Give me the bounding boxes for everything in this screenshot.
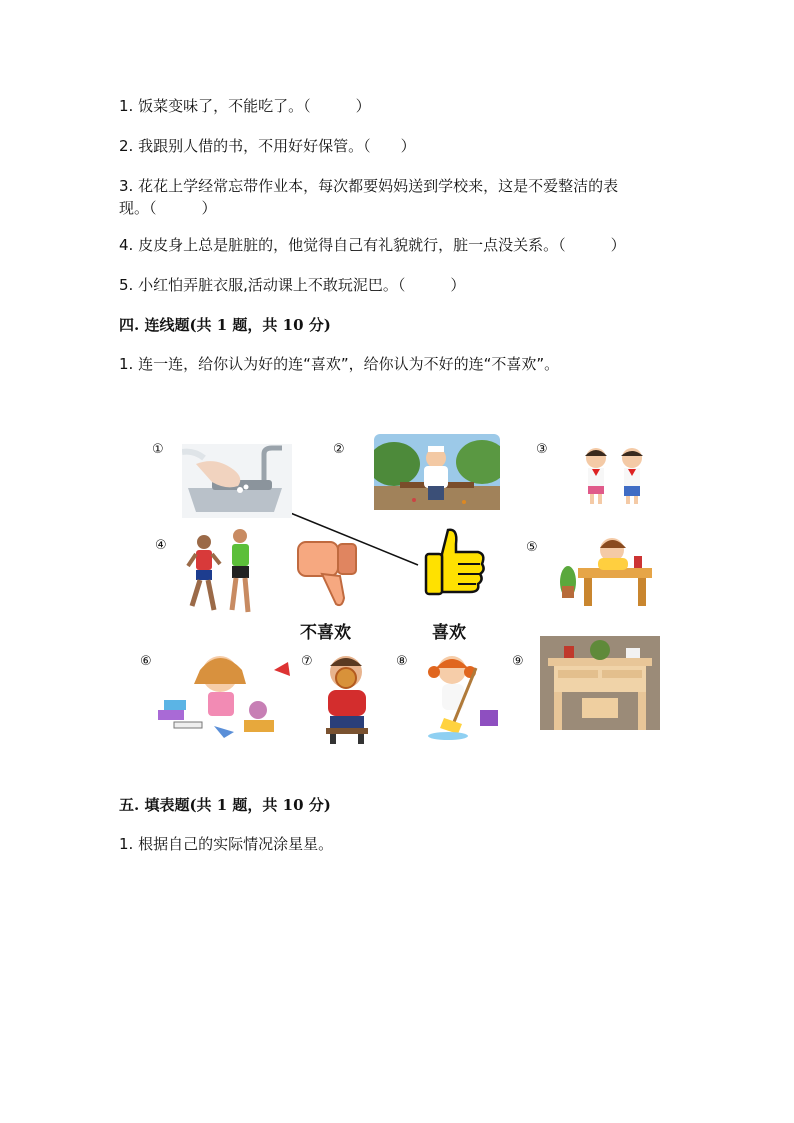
item-number-3: ③ [536,442,548,457]
item-number-9: ⑨ [512,654,524,669]
section-4-question: 1. 连一连，给你认为好的连“喜欢”，给你认为不好的连“不喜欢”。 [119,355,560,373]
item-number-1: ① [152,442,164,457]
park-bench-image [374,434,500,510]
judgement-item-4: 4. 皮皮身上总是脏脏的，他觉得自己有礼貌就行，脏一点没关系。（ ） [119,236,626,254]
runners-image [180,526,260,626]
item-number-6: ⑥ [140,654,152,669]
section-5-question: 1. 根据自己的实际情况涂星星。 [119,835,334,853]
sleeping-at-desk-image [554,526,654,608]
tidy-desk-image [540,636,660,730]
judgement-item-1: 1. 饭菜变味了，不能吃了。（ ） [119,97,371,115]
item-number-4: ④ [155,538,167,553]
kids-saluting-image [576,444,652,508]
girl-sweeping-image [414,648,504,740]
item-number-2: ② [333,442,345,457]
dislike-label: 不喜欢 [300,623,351,643]
messy-room-image [154,640,294,740]
thumbs-down-icon [292,540,364,608]
like-label: 喜欢 [432,623,466,643]
handwashing-image [182,444,292,518]
thumbs-up-icon [422,526,488,596]
section-5-heading: 五. 填表题(共 1 题，共 10 分) [119,796,331,814]
section-4-heading: 四. 连线题(共 1 题，共 10 分) [119,316,331,334]
matching-figure [140,430,670,750]
judgement-item-3-cont: 现。（ ） [119,199,217,217]
item-number-5: ⑤ [526,540,538,555]
boy-eating-image [316,650,378,744]
item-number-8: ⑧ [396,654,408,669]
item-number-7: ⑦ [301,654,313,669]
judgement-item-5: 5. 小红怕弄脏衣服,活动课上不敢玩泥巴。（ ） [119,276,466,294]
judgement-item-3: 3. 花花上学经常忘带作业本，每次都要妈妈送到学校来，这是不爱整洁的表 [119,177,619,195]
judgement-item-2: 2. 我跟别人借的书，不用好好保管。（ ） [119,137,416,155]
